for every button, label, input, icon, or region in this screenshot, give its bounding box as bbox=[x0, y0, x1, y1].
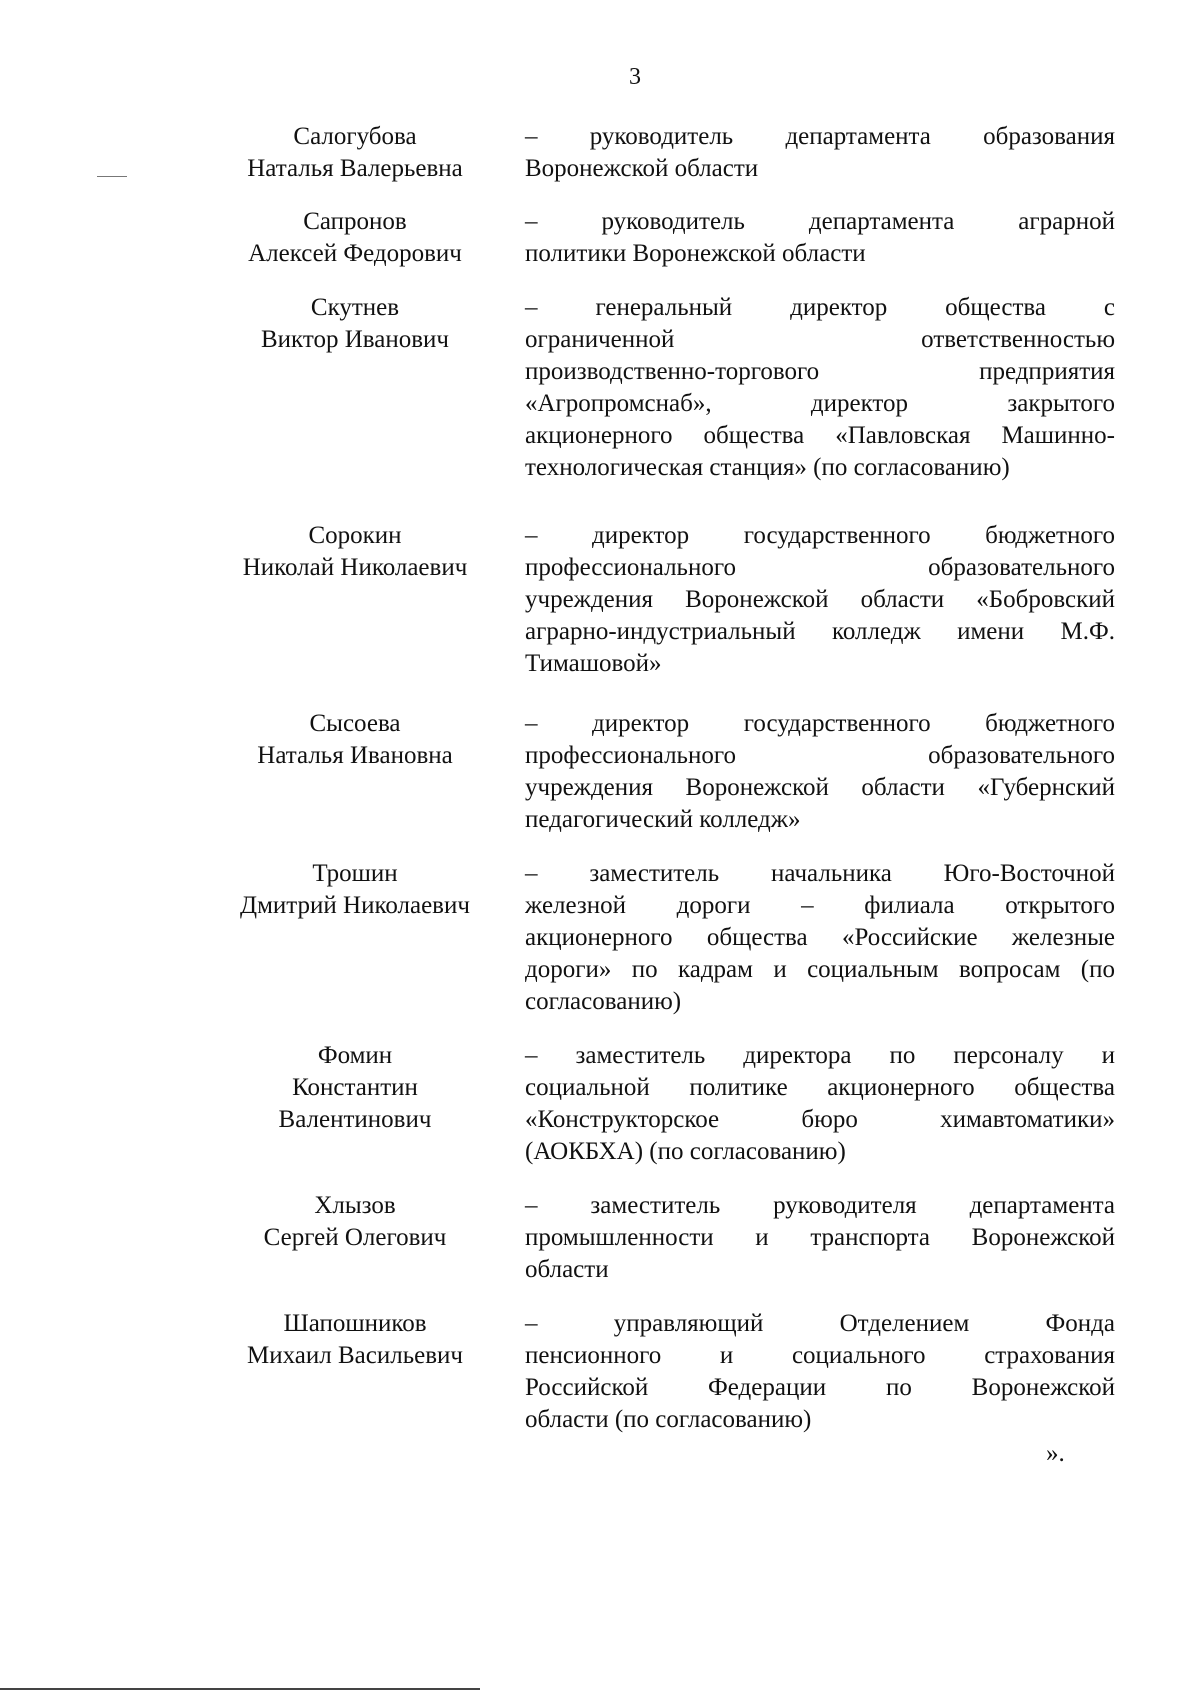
member-position-line: – директор государственного бюджетного bbox=[525, 522, 1115, 549]
member-position-line: политики Воронежской области bbox=[525, 240, 866, 267]
member-name-line: Наталья Ивановна bbox=[257, 742, 453, 769]
member-position-line: акционерного общества «Павловская Машинно- bbox=[525, 422, 1115, 449]
member-position-line: промышленности и транспорта Воронежской bbox=[525, 1224, 1115, 1251]
member-name bbox=[205, 206, 505, 270]
member-position-line: производственно-торгового предприятия bbox=[525, 358, 1115, 385]
member-name bbox=[205, 121, 505, 185]
member-position-line: пенсионного и социального страхования bbox=[525, 1342, 1115, 1369]
footer-rule bbox=[0, 1688, 480, 1690]
member-position-line: – руководитель департамента образования bbox=[525, 123, 1115, 150]
member-position bbox=[525, 1040, 1115, 1168]
member-name-line: Сергей Олегович bbox=[263, 1224, 447, 1251]
member-position-line: Воронежской области bbox=[525, 155, 759, 182]
member-position bbox=[525, 292, 1115, 484]
member-position-line: технологическая станция» (по согласованию) bbox=[525, 454, 1010, 481]
member-name-line: Хлызов bbox=[314, 1192, 396, 1219]
member-name-line: Трошин bbox=[312, 860, 398, 887]
member-position-line: области bbox=[525, 1256, 609, 1283]
member-position bbox=[525, 858, 1115, 1018]
member-position-line: акционерного общества «Российские железные bbox=[525, 924, 1115, 951]
member-name-line: Салогубова bbox=[293, 123, 417, 150]
member-name-line: Сысоева bbox=[309, 710, 401, 737]
member-name-line: Виктор Иванович bbox=[261, 326, 449, 353]
member-position-line: – заместитель начальника Юго-Восточной bbox=[525, 860, 1115, 887]
member-position-line: дороги» по кадрам и социальным вопросам (по bbox=[525, 956, 1115, 983]
member-position-line: – заместитель руководителя департамента bbox=[525, 1192, 1115, 1219]
member-position-line: – генеральный директор общества с bbox=[525, 294, 1115, 321]
member-position-line: Российской Федерации по Воронежской bbox=[525, 1374, 1115, 1401]
member-name bbox=[205, 858, 505, 922]
member-position bbox=[525, 1190, 1115, 1286]
member-name-line: Фомин bbox=[317, 1042, 393, 1069]
member-name-line: Наталья Валерьевна bbox=[247, 155, 463, 182]
member-name-line: Сапронов bbox=[303, 208, 407, 235]
member-position-line: – заместитель директора по персоналу и bbox=[525, 1042, 1115, 1069]
member-position bbox=[525, 708, 1115, 836]
member-position bbox=[525, 1308, 1115, 1436]
member-position-line: «Конструкторское бюро химавтоматики» bbox=[525, 1106, 1115, 1133]
member-position-line: – управляющий Отделением Фонда bbox=[525, 1310, 1115, 1337]
member-position-line: социальной политике акционерного общества bbox=[525, 1074, 1115, 1101]
member-position-line: профессионального образовательного bbox=[525, 742, 1115, 769]
member-position-line: «Агропромснаб», директор закрытого bbox=[525, 390, 1115, 417]
member-name bbox=[205, 1040, 505, 1136]
member-position-line: – руководитель департамента аграрной bbox=[525, 208, 1115, 235]
member-name-line: Алексей Федорович bbox=[248, 240, 462, 267]
member-position-line: педагогический колледж» bbox=[525, 806, 801, 833]
member-position-line: (АОКБХА) (по согласованию) bbox=[525, 1138, 846, 1165]
member-name-line: Дмитрий Николаевич bbox=[240, 892, 470, 919]
member-name-line: Скутнев bbox=[310, 294, 400, 321]
member-position-line: учреждения Воронежской области «Губернский bbox=[525, 774, 1115, 801]
member-name bbox=[205, 1190, 505, 1254]
member-position-line: профессионального образовательного bbox=[525, 554, 1115, 581]
member-name-line: Константин bbox=[292, 1074, 418, 1101]
member-position-line: ограниченной ответственностью bbox=[525, 326, 1115, 353]
member-position-line: области (по согласованию) bbox=[525, 1406, 812, 1433]
member-position-line: аграрно-индустриальный колледж имени М.Ф. bbox=[525, 618, 1115, 645]
member-name-line: Валентинович bbox=[278, 1106, 432, 1133]
member-position bbox=[525, 121, 1115, 185]
member-name bbox=[205, 708, 505, 772]
member-position-line: – директор государственного бюджетного bbox=[525, 710, 1115, 737]
member-name-line: Шапошников bbox=[283, 1310, 427, 1337]
member-position bbox=[525, 520, 1115, 680]
member-name bbox=[205, 520, 505, 584]
member-name-line: Михаил Васильевич bbox=[247, 1342, 463, 1369]
member-position-line: учреждения Воронежской области «Бобровский bbox=[525, 586, 1115, 613]
member-position-line: согласованию) bbox=[525, 988, 682, 1015]
member-name-line: Сорокин bbox=[308, 522, 402, 549]
member-name bbox=[205, 292, 505, 356]
member-position-line: железной дороги – филиала открытого bbox=[525, 892, 1115, 919]
member-position-line: Тимашовой» bbox=[525, 650, 662, 677]
page-number: 3 bbox=[629, 64, 641, 90]
member-name bbox=[205, 1308, 505, 1372]
member-name-line: Николай Николаевич bbox=[242, 554, 468, 581]
closing-quote: ». bbox=[1046, 1440, 1065, 1467]
member-position bbox=[525, 206, 1115, 270]
margin-mark bbox=[97, 176, 127, 177]
